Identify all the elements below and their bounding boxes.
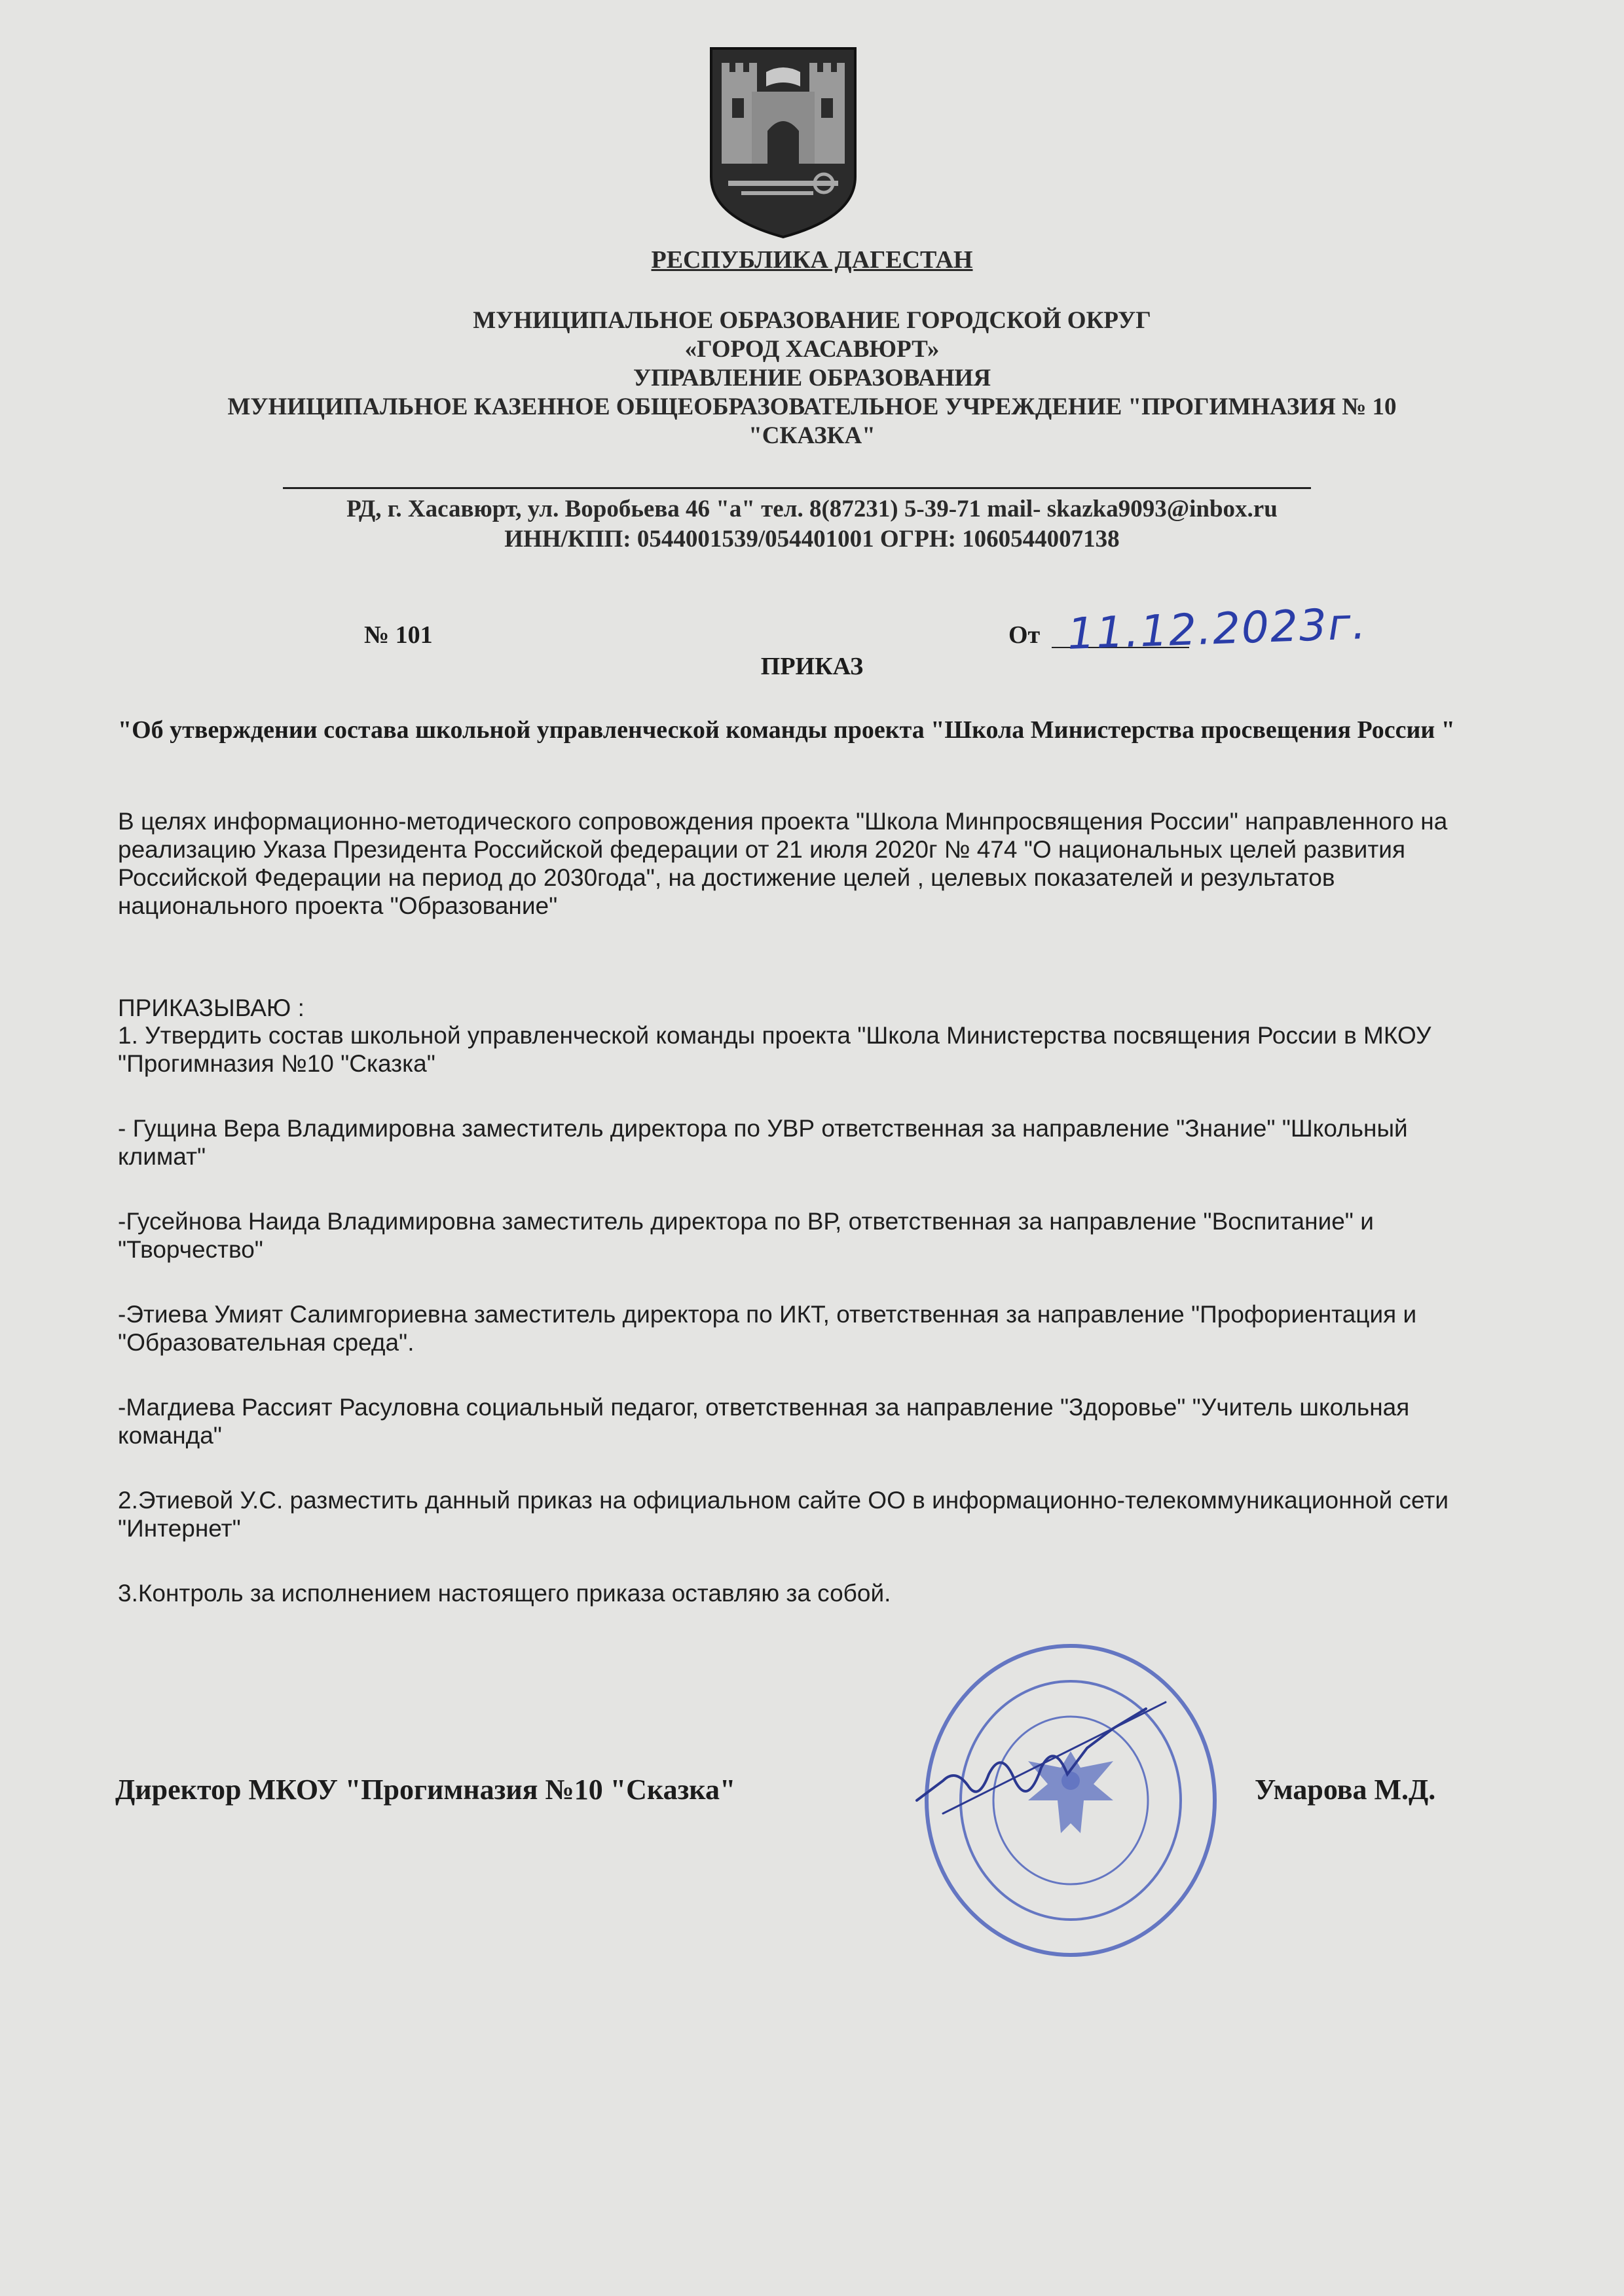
organization-block <box>0 306 1624 450</box>
order-item: -Этиева Умият Салимгориевна заместитель директора по ИКТ, ответственная за направление "Профориентация и "Образовательная среда". <box>118 1301 1417 1356</box>
order-directive: ПРИКАЗЫВАЮ : <box>118 994 304 1021</box>
region-title: РЕСПУБЛИКА ДАГЕСТАН <box>651 246 973 274</box>
org-line: «ГОРОД ХАСАВЮРТ» <box>684 336 940 363</box>
address-line: РД, г. Хасавюрт, ул. Воробьева 46 "а" тел. 8(87231) 5-39-71 mail- skazka9093@inbox.ru <box>346 496 1278 522</box>
org-line: УПРАВЛЕНИЕ ОБРАЗОВАНИЯ <box>633 365 991 392</box>
order-item: - Гущина Вера Владимировна заместитель директора по УВР ответственная за направление "Знание" "Школьный климат" <box>118 1115 1408 1170</box>
order-number: № 101 <box>364 621 433 649</box>
order-item: -Гусейнова Наида Владимировна заместитель директора по ВР, ответственная за направление "Воспитание" и "Творчество" <box>118 1208 1374 1263</box>
requisites-line: ИНН/КПП: 0544001539/054401001 ОГРН: 1060544007138 <box>504 526 1120 553</box>
order-subject: "Об утверждении состава школьной управленческой команды проекта "Школа Министерства просвещения России " <box>118 716 1455 744</box>
date-label: От <box>1008 621 1041 649</box>
org-line: "СКАЗКА" <box>748 422 876 449</box>
coat-of-arms-emblem <box>709 46 858 240</box>
order-item: -Магдиева Рассият Расуловна социальный педагог, ответственная за направление "Здоровье" "Учитель школьная команда" <box>118 1394 1410 1449</box>
preamble-text: В целях информационно-методического сопровождения проекта "Школа Минпросвящения России" направленного на реализацию Указа Президента Российской федерации от 21 июля 2020г № 474 "О национальных целей развития Российской Федерации на период до 2030года", на достижение целей , целевых показателей и результатов национального проекта "Образование" <box>118 808 1448 919</box>
org-line: МУНИЦИПАЛЬНОЕ КАЗЕННОЕ ОБЩЕОБРАЗОВАТЕЛЬНОЕ УЧРЕЖДЕНИЕ "ПРОГИМНАЗИЯ № 10 <box>227 393 1397 420</box>
org-line: МУНИЦИПАЛЬНОЕ ОБРАЗОВАНИЕ ГОРОДСКОЙ ОКРУГ <box>473 307 1151 334</box>
order-item: 3.Контроль за исполнением настоящего приказа оставляю за собой. <box>118 1580 891 1607</box>
order-item: 2.Этиевой У.С. разместить данный приказ на официальном сайте ОО в информационно-телекоммуникационной сети "Интернет" <box>118 1487 1449 1542</box>
handwritten-signature <box>904 1689 1179 1833</box>
director-name: Умарова М.Д. <box>1255 1774 1436 1806</box>
contacts-block <box>0 494 1624 555</box>
handwritten-date: 11.12.2023г. <box>1066 598 1368 659</box>
order-item: 1. Утвердить состав школьной управленческой команды проекта "Школа Министерства посвящения России в МКОУ "Прогимназия №10 "Сказка" <box>118 1022 1431 1077</box>
document-type-title: ПРИКАЗ <box>760 653 864 680</box>
header-divider <box>283 487 1311 489</box>
director-position: Директор МКОУ "Прогимназия №10 "Сказка" <box>115 1774 736 1806</box>
order-items <box>118 1021 1493 1644</box>
